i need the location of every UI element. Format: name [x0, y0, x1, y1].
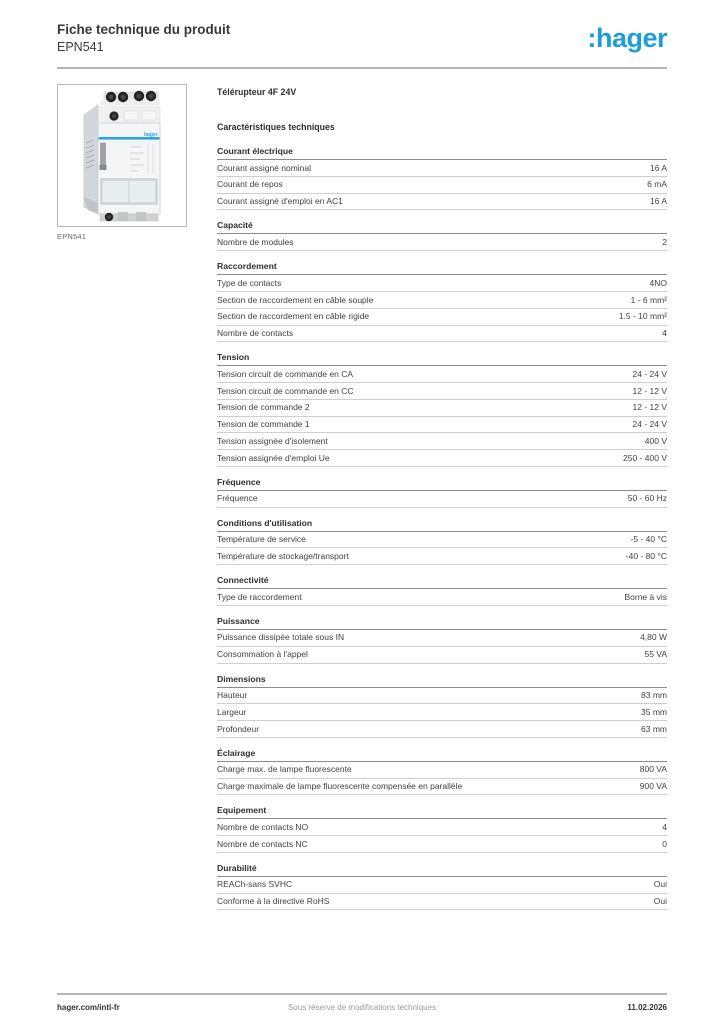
- spec-group-title: Tension: [217, 352, 667, 366]
- spec-group: [217, 575, 667, 606]
- spec-row: [217, 292, 667, 309]
- spec-label: Tension circuit de commande en CA: [217, 368, 354, 379]
- spec-row: [217, 721, 667, 738]
- spec-group: [217, 805, 667, 853]
- spec-label: Tension assignée d'isolement: [217, 435, 328, 446]
- spec-value: 400 V: [644, 435, 667, 446]
- spec-label: Type de contacts: [217, 277, 282, 288]
- spec-group: [217, 863, 667, 911]
- spec-value: Borne à vis: [624, 591, 667, 602]
- spec-value: 250 - 400 V: [623, 452, 667, 463]
- spec-label: Charge max. de lampe fluorescente: [217, 764, 352, 775]
- svg-text:hager: hager: [144, 132, 158, 139]
- spec-label: Largeur: [217, 706, 247, 717]
- spec-row: [217, 275, 667, 292]
- spec-group: [217, 261, 667, 342]
- spec-row: [217, 877, 667, 894]
- spec-row: [217, 762, 667, 779]
- spec-value: 63 mm: [641, 723, 667, 734]
- content-area: [57, 84, 667, 920]
- spec-value: 4: [662, 821, 667, 832]
- spec-row: [217, 433, 667, 450]
- spec-group: [217, 616, 667, 664]
- spec-group: [217, 748, 667, 796]
- header-divider: [57, 67, 667, 69]
- spec-group-title: Durabilité: [217, 863, 667, 877]
- spec-value: 6 mA: [647, 179, 667, 190]
- relay-device-illustration: [58, 85, 186, 226]
- spec-row: [217, 532, 667, 549]
- spec-value: -40 - 80 °C: [625, 550, 667, 561]
- spec-group: [217, 220, 667, 251]
- spec-group-title: Puissance: [217, 616, 667, 630]
- spec-label: Courant assigné d'emploi en AC1: [217, 196, 343, 207]
- spec-group: [217, 352, 667, 467]
- spec-sheet: [217, 84, 667, 920]
- spec-value: 16 A: [649, 196, 667, 207]
- spec-row: [217, 836, 667, 853]
- spec-label: Nombre de contacts: [217, 328, 294, 339]
- spec-row: [217, 177, 667, 194]
- spec-label: Fréquence: [217, 493, 258, 504]
- spec-row: [217, 704, 667, 721]
- spec-label: Tension de commande 2: [217, 402, 310, 413]
- spec-row: [217, 383, 667, 400]
- spec-group-title: Courant électrique: [217, 146, 667, 160]
- spec-row: [217, 894, 667, 911]
- spec-group: [217, 518, 667, 566]
- spec-value: 83 mm: [641, 690, 667, 700]
- spec-value: 16 A: [649, 162, 667, 173]
- spec-row: [217, 589, 667, 606]
- spec-value: 1.5 - 10 mm²: [618, 311, 667, 322]
- spec-group: [217, 674, 667, 738]
- spec-row: [217, 326, 667, 343]
- spec-group-title: Conditions d'utilisation: [217, 518, 667, 532]
- spec-label: Température de stockage/transport: [217, 550, 349, 561]
- spec-row: [217, 548, 667, 565]
- spec-label: Courant assigné nominal: [217, 162, 312, 173]
- spec-group-title: Éclairage: [217, 748, 667, 762]
- spec-row: [217, 160, 667, 177]
- spec-row: [217, 630, 667, 647]
- spec-group-title: Raccordement: [217, 261, 667, 275]
- footer-disclaimer: Sous réserve de modifications techniques: [287, 1003, 437, 1012]
- footer-row: [57, 1003, 667, 1012]
- spec-label: Nombre de contacts NC: [217, 838, 308, 849]
- page-title: Fiche technique du produit: [57, 22, 231, 37]
- product-image-column: [57, 84, 187, 920]
- spec-label: Tension assignée d'emploi Ue: [217, 452, 330, 463]
- spec-row: [217, 450, 667, 467]
- spec-row: [217, 688, 667, 705]
- spec-row: [217, 309, 667, 326]
- spec-value: 12 - 12 V: [632, 402, 667, 413]
- header-titles: [57, 22, 230, 54]
- spec-row: [217, 366, 667, 383]
- section-title: Caractéristiques techniques: [217, 122, 335, 133]
- spec-value: 35 mm: [641, 706, 667, 717]
- spec-label: Type de raccordement: [217, 591, 302, 602]
- spec-group: [217, 146, 667, 210]
- spec-group-title: Equipement: [217, 805, 667, 819]
- spec-row: [217, 234, 667, 251]
- spec-value: 800 VA: [639, 764, 667, 775]
- spec-value: 900 VA: [639, 781, 667, 792]
- spec-value: 4,80 W: [640, 632, 667, 643]
- spec-group: [217, 477, 667, 508]
- product-title: Télérupteur 4F 24V: [217, 87, 297, 98]
- footer-divider: [57, 993, 667, 995]
- spec-row: [217, 417, 667, 434]
- spec-label: Hauteur: [217, 690, 248, 700]
- spec-value: Oui: [653, 879, 667, 890]
- spec-label: Puissance dissipée totale sous IN: [217, 632, 345, 643]
- spec-value: 0: [662, 838, 667, 849]
- footer-website-link[interactable]: hager.com/intl-fr: [57, 1003, 120, 1012]
- spec-value: -5 - 40 °C: [630, 534, 667, 545]
- spec-value: 2: [662, 236, 667, 247]
- spec-value: 4NO: [649, 277, 667, 288]
- product-image-caption: EPN541: [57, 232, 87, 242]
- spec-value: 55 VA: [644, 649, 667, 660]
- spec-group-title: Capacité: [217, 220, 667, 234]
- spec-row: [217, 779, 667, 796]
- spec-label: Profondeur: [217, 723, 260, 734]
- spec-label: Consommation à l'appel: [217, 649, 308, 660]
- product-image: [57, 84, 187, 227]
- spec-label: Charge maximale de lampe fluorescente compensée en parallèle: [217, 781, 463, 792]
- hager-logo: :hager: [587, 23, 667, 53]
- spec-value: 50 - 60 Hz: [627, 493, 667, 504]
- spec-value: 12 - 12 V: [632, 385, 667, 396]
- spec-label: Courant de repos: [217, 179, 283, 190]
- page-footer: [57, 993, 667, 1012]
- spec-row: [217, 647, 667, 664]
- spec-label: Tension circuit de commande en CC: [217, 385, 354, 396]
- spec-value: Oui: [653, 896, 667, 907]
- spec-label: Tension de commande 1: [217, 419, 310, 430]
- spec-group-title: Fréquence: [217, 477, 667, 491]
- spec-value: 4: [662, 328, 667, 339]
- spec-label: Nombre de contacts NO: [217, 821, 309, 832]
- spec-label: Section de raccordement en câble rigide: [217, 311, 370, 322]
- spec-label: REACh-sans SVHC: [217, 879, 293, 890]
- spec-row: [217, 819, 667, 836]
- spec-label: Nombre de modules: [217, 236, 294, 247]
- spec-label: Section de raccordement en câble souple: [217, 294, 374, 305]
- spec-value: 24 - 24 V: [632, 368, 667, 379]
- product-reference: EPN541: [57, 40, 104, 55]
- spec-row: [217, 491, 667, 508]
- spec-label: Conforme à la directive RoHS: [217, 896, 330, 907]
- spec-group-title: Dimensions: [217, 674, 667, 688]
- spec-label: Température de service: [217, 534, 306, 545]
- footer-date: 11.02.2026: [627, 1003, 667, 1012]
- spec-groups: [217, 146, 667, 910]
- spec-row: [217, 194, 667, 211]
- spec-value: 24 - 24 V: [632, 419, 667, 430]
- spec-value: 1 - 6 mm²: [630, 294, 667, 305]
- spec-row: [217, 400, 667, 417]
- spec-group-title: Connectivité: [217, 575, 667, 589]
- page-header: [57, 22, 667, 54]
